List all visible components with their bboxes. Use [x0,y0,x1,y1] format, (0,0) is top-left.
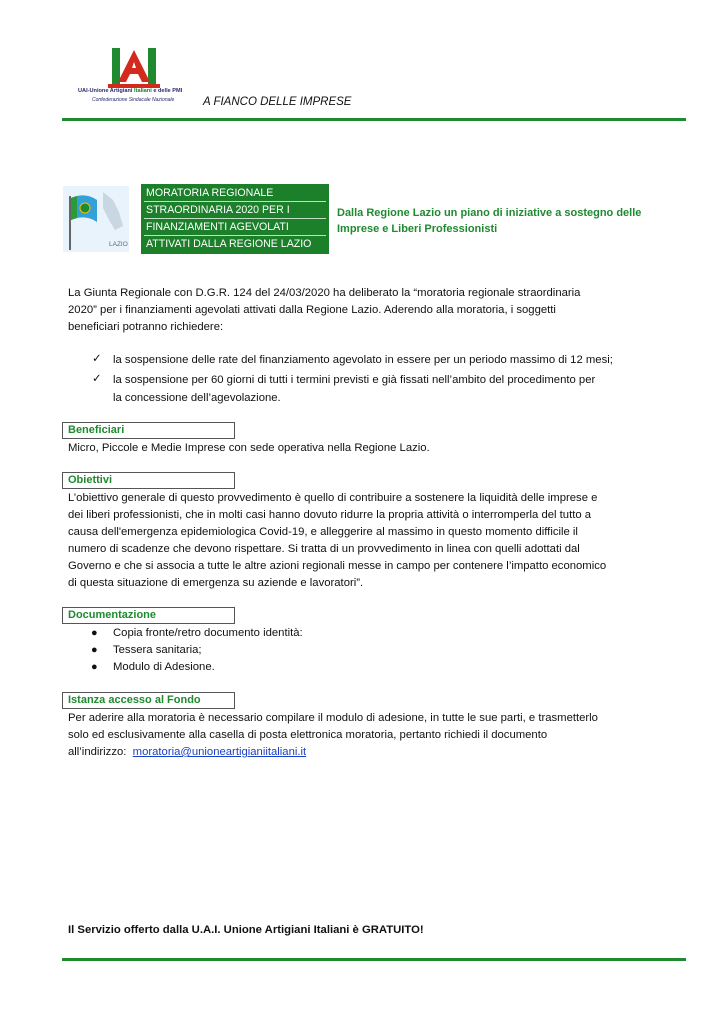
section-header-obiettivi: Obiettivi [62,472,235,489]
title-line-4: ATTIVATI DALLA REGIONE LAZIO [146,238,312,250]
check-item-2-cont: la concessione dell’agevolazione. [113,392,281,404]
footer-divider [62,958,686,961]
doc-item-1: Copia fronte/retro documento identità: [113,627,303,639]
title-line-2: STRAORDINARIA 2020 PER I [146,204,290,216]
section-header-istanza: Istanza accesso al Fondo [62,692,235,709]
title-separator [144,218,326,219]
doc-item-2: Tessera sanitaria; [113,644,202,656]
check-item-1: la sospensione delle rate del finanziamento agevolato in essere per un periodo massimo di 12 mesi; [113,354,613,366]
logo-subcaption: Confederazione Sindacale Nazionale [92,97,175,103]
bullet-icon: ● [91,661,98,673]
logo-caption: UAI-Unione Artigiani Italiani e delle PMI [78,88,183,94]
check-item-2: la sospensione per 60 giorni di tutti i termini previsti e già fissati nell’ambito del procedimento per [113,374,596,386]
title-line-3: FINANZIAMENTI AGEVOLATI [146,221,289,233]
section-header-beneficiari: Beneficiari [62,422,235,439]
tagline: A FIANCO DELLE IMPRESE [203,96,352,108]
beneficiari-text: Micro, Piccole e Medie Imprese con sede operativa nella Regione Lazio. [68,442,430,454]
doc-item-3: Modulo di Adesione. [113,661,215,673]
header-divider [62,118,686,121]
istanza-line-1: Per aderire alla moratoria è necessario compilare il modulo di adesione, in tutte le sue parti, e trasmetterlo [68,712,598,724]
email-link[interactable]: moratoria@unioneartigianiitaliani.it [132,746,307,758]
istanza-line-2: solo ed esclusivamente alla casella di posta elettronica moratoria, pertanto richiedi il documento [68,729,548,741]
obiettivi-line-1: L’obiettivo generale di questo provvedimento è quello di contribuire a sostenere la liquidità delle imprese e [68,492,598,504]
section-header-documentazione: Documentazione [62,607,235,624]
footer-note: Il Servizio offerto dalla U.A.I. Unione Artigiani Italiani è GRATUITO! [68,924,424,936]
lazio-flag-image [63,186,129,252]
uai-logo [78,46,190,110]
title-separator [144,201,326,202]
obiettivi-line-6: di questa situazione di emergenza su aziende e lavoratori”. [68,577,364,589]
banner-headline: Dalla Regione Lazio un piano di iniziative a sostegno delle Imprese e Liberi Professionisti [337,207,642,235]
title-line-1: MORATORIA REGIONALE [146,187,274,199]
obiettivi-line-2: dei liberi professionisti, che in molti casi hanno dovuto ridurre la propria attività o interromperla del tutto a [68,509,592,521]
title-separator [144,235,326,236]
flag-label: LAZIO [109,241,128,248]
obiettivi-line-5: Governo e che si associa a tutte le altre azioni regionali messe in campo per contenere l’impatto economico [68,560,607,572]
obiettivi-line-4: numero di scadenze che devono rispettare. Si tratta di un provvedimento in linea con quelli adottati dal [68,543,580,555]
check-icon: ✓ [92,353,102,365]
bullet-icon: ● [91,627,98,639]
bullet-icon: ● [91,644,98,656]
uai-emblem-icon [78,46,190,90]
istanza-line-3: all’indirizzo: moratoria@unioneartigianiitaliani.it [68,746,307,758]
obiettivi-line-3: causa dell'emergenza epidemiologica Covid-19, e alleggerire al massimo in questo momento difficile il [68,526,578,538]
check-icon: ✓ [92,373,102,385]
intro-line-3: beneficiari potranno richiedere: [68,321,224,333]
intro-line-1: La Giunta Regionale con D.G.R. 124 del 24/03/2020 ha deliberato la “moratoria regionale straordinaria [68,287,581,299]
intro-line-2: 2020” per i finanziamenti agevolati attivati dalla Regione Lazio. Aderendo alla moratoria, i soggetti [68,304,556,316]
